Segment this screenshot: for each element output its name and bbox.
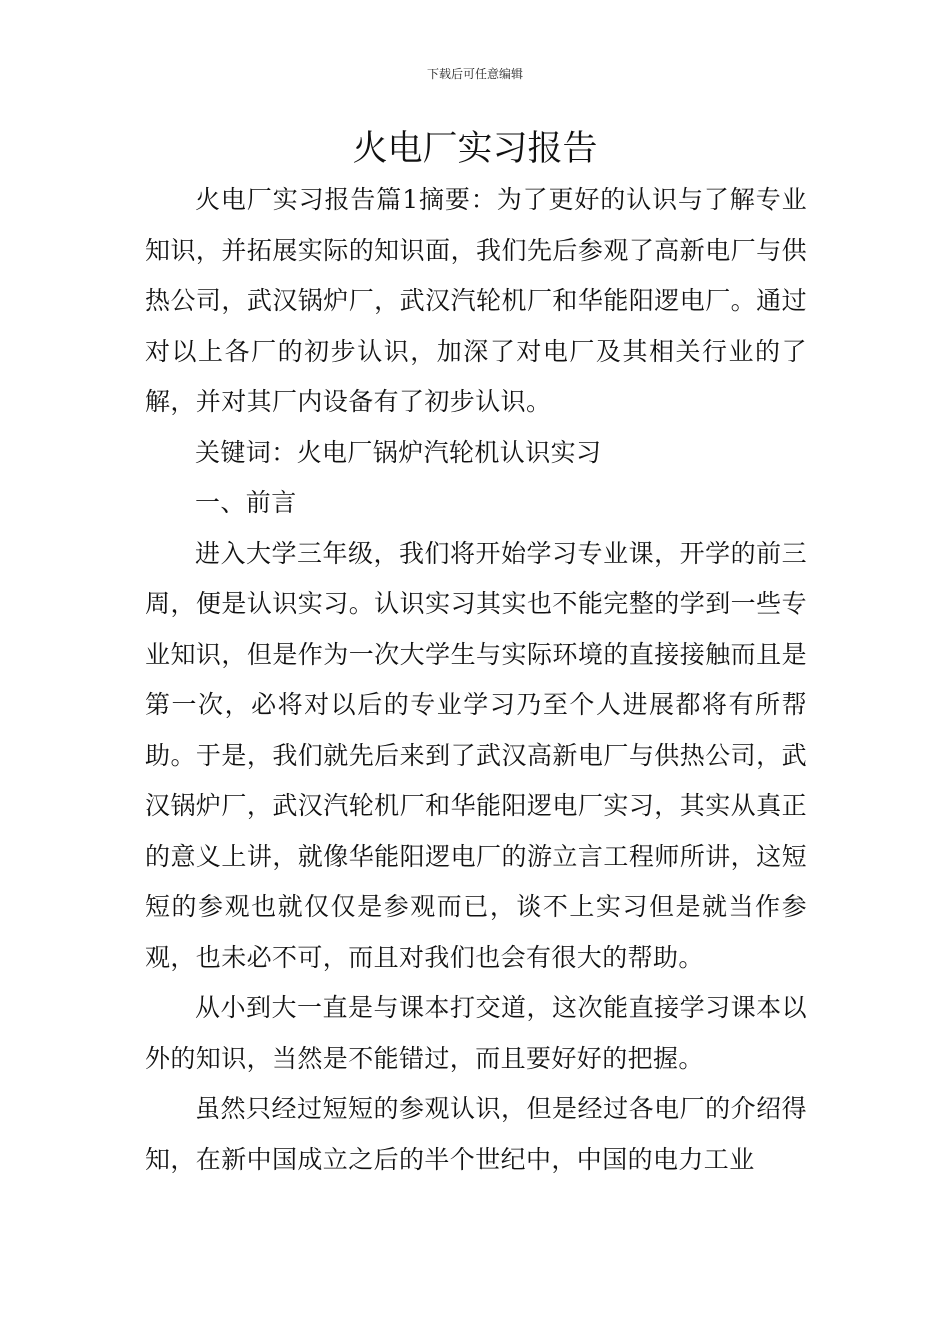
header-note: 下载后可任意编辑 (426, 67, 523, 81)
document-title: 火电厂实习报告 (352, 129, 598, 169)
section-heading-preface: 一、前言 (195, 488, 297, 517)
paragraph-keywords: 关键词：火电厂锅炉汽轮机认识实习 (195, 437, 602, 467)
paragraph-preface-1: 进入大学三年级，我们将开始学习专业课，开学的前三周，便是认识实习。认识实习其实也不能完整的学到一些专业知识，但是作为一次大学生与实际环境的直接接触而且是第一次，必将对以后的专业学习乃至个人进展都将有所帮助。于是，我们就先后来到了武汉高新电厂与供热公司，武汉锅炉厂，武汉汽轮机厂和华能阳逻电厂实习，其实从真正的意义上讲，就像华能阳逻电厂的游立言工程师所讲，这短短的参观也就仅仅是参观而已，谈不上实习但是就当作参观，也未必不可，而且对我们也会有很大的帮助。 (145, 538, 807, 972)
paragraph-preface-2: 从小到大一直是与课本打交道，这次能直接学习课本以外的知识，当然是不能错过，而且要好好的把握。 (145, 993, 807, 1073)
document-body (145, 175, 807, 1185)
paragraph-preface-3: 虽然只经过短短的参观认识，但是经过各电厂的介绍得知，在新中国成立之后的半个世纪中，中国的电力工业 (145, 1094, 807, 1174)
paragraph-abstract: 火电厂实习报告篇1摘要：为了更好的认识与了解专业知识，并拓展实际的知识面，我们先后参观了高新电厂与供热公司，武汉锅炉厂，武汉汽轮机厂和华能阳逻电厂。通过对以上各厂的初步认识，加深了对电厂及其相关行业的了解，并对其厂内设备有了初步认识。 (145, 185, 807, 416)
